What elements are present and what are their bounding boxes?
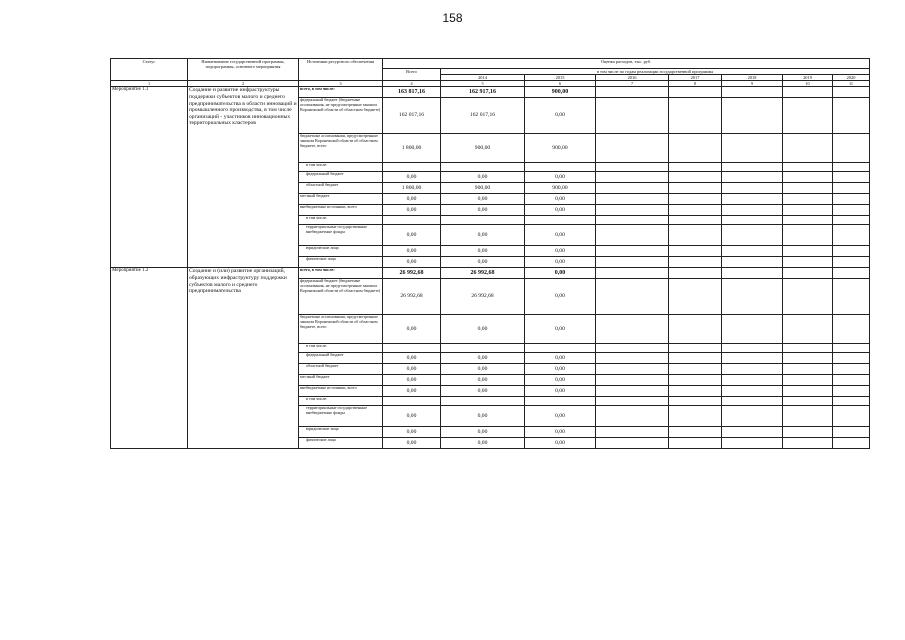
- column-number: 8: [669, 81, 722, 87]
- amount-empty: [722, 194, 783, 205]
- amount-total: 26 992,68: [383, 279, 441, 315]
- funding-source: юридические лица: [299, 246, 383, 257]
- amount-empty: [722, 386, 783, 397]
- amount-empty: [669, 279, 722, 315]
- funding-source: территориальные государственные внебюджетные фонды: [299, 406, 383, 427]
- amount-empty: [596, 438, 669, 449]
- amount-empty: [833, 87, 870, 98]
- amount-total: 0,00: [383, 375, 441, 386]
- header-program-name: Наименование государственной программы, подпрограммы, основного мероприятия: [188, 59, 299, 81]
- amount-empty: [722, 98, 783, 134]
- funding-source: внебюджетные источники, всего: [299, 205, 383, 216]
- amount-2015: [525, 216, 596, 225]
- amount-2015: 0,00: [525, 279, 596, 315]
- amount-empty: [722, 172, 783, 183]
- amount-empty: [783, 364, 833, 375]
- column-number: 10: [783, 81, 833, 87]
- activity-status: Мероприятие 1.2: [111, 268, 188, 449]
- amount-empty: [783, 375, 833, 386]
- funding-source: в том числе:: [299, 344, 383, 353]
- amount-empty: [722, 279, 783, 315]
- amount-total: 0,00: [383, 427, 441, 438]
- column-number: 3: [299, 81, 383, 87]
- activity-name: Создание и (или) развитие организаций, образующих инфраструктуру поддержки субъектов малого и среднего предпринимательства: [188, 268, 299, 449]
- amount-total: [383, 163, 441, 172]
- amount-empty: [669, 163, 722, 172]
- amount-empty: [596, 246, 669, 257]
- header-estimate: Оценка расходов, тыс. руб.: [383, 59, 870, 69]
- amount-empty: [596, 344, 669, 353]
- amount-2014: 0,00: [441, 315, 525, 344]
- amount-empty: [722, 257, 783, 268]
- amount-empty: [596, 268, 669, 279]
- amount-empty: [596, 375, 669, 386]
- amount-empty: [596, 194, 669, 205]
- amount-empty: [783, 98, 833, 134]
- amount-empty: [833, 163, 870, 172]
- amount-2014: 0,00: [441, 257, 525, 268]
- funding-source: местный бюджет: [299, 194, 383, 205]
- amount-empty: [669, 87, 722, 98]
- amount-empty: [833, 397, 870, 406]
- amount-empty: [722, 205, 783, 216]
- amount-empty: [596, 279, 669, 315]
- amount-2014: 0,00: [441, 194, 525, 205]
- amount-empty: [596, 87, 669, 98]
- funding-source: федеральный бюджет: [299, 353, 383, 364]
- column-number: 2: [188, 81, 299, 87]
- amount-empty: [722, 134, 783, 163]
- funding-source: областной бюджет: [299, 364, 383, 375]
- amount-empty: [669, 216, 722, 225]
- amount-empty: [833, 183, 870, 194]
- amount-empty: [596, 163, 669, 172]
- amount-empty: [833, 194, 870, 205]
- budget-table: [110, 58, 870, 449]
- funding-source: в том числе:: [299, 397, 383, 406]
- amount-2015: [525, 163, 596, 172]
- amount-2014: 0,00: [441, 406, 525, 427]
- amount-empty: [669, 364, 722, 375]
- amount-empty: [669, 375, 722, 386]
- amount-empty: [833, 427, 870, 438]
- amount-empty: [783, 225, 833, 246]
- amount-empty: [783, 194, 833, 205]
- header-status: Статус: [111, 59, 188, 81]
- amount-total: [383, 216, 441, 225]
- amount-empty: [596, 315, 669, 344]
- amount-empty: [783, 344, 833, 353]
- amount-empty: [833, 98, 870, 134]
- amount-empty: [783, 406, 833, 427]
- funding-source: всего, в том числе:: [299, 268, 383, 279]
- header-sources: Источники ресурсного обеспечения: [299, 59, 383, 81]
- amount-empty: [669, 98, 722, 134]
- amount-total: 163 817,16: [383, 87, 441, 98]
- amount-2014: [441, 216, 525, 225]
- amount-empty: [669, 268, 722, 279]
- amount-total: 0,00: [383, 353, 441, 364]
- amount-empty: [722, 315, 783, 344]
- amount-empty: [669, 183, 722, 194]
- amount-empty: [833, 279, 870, 315]
- amount-empty: [833, 257, 870, 268]
- amount-total: 1 800,00: [383, 183, 441, 194]
- header-year: 2016: [596, 75, 669, 81]
- amount-2015: 0,00: [525, 406, 596, 427]
- amount-empty: [783, 216, 833, 225]
- amount-empty: [783, 183, 833, 194]
- column-number: 6: [525, 81, 596, 87]
- header-year: 2014: [441, 75, 525, 81]
- column-number: 4: [383, 81, 441, 87]
- amount-empty: [669, 427, 722, 438]
- amount-empty: [783, 163, 833, 172]
- amount-empty: [596, 172, 669, 183]
- funding-source: юридические лица: [299, 427, 383, 438]
- header-breakdown: в том числе по годам реализации государственной программы: [441, 69, 870, 75]
- table-row: [111, 268, 870, 279]
- amount-total: 162 017,16: [383, 98, 441, 134]
- amount-empty: [722, 163, 783, 172]
- funding-source: местный бюджет: [299, 375, 383, 386]
- amount-2014: 0,00: [441, 364, 525, 375]
- amount-empty: [722, 344, 783, 353]
- amount-empty: [596, 406, 669, 427]
- amount-empty: [783, 205, 833, 216]
- amount-empty: [833, 375, 870, 386]
- amount-total: 0,00: [383, 257, 441, 268]
- header-total: Всего: [383, 69, 441, 81]
- column-number: 1: [111, 81, 188, 87]
- amount-2014: 0,00: [441, 246, 525, 257]
- amount-2015: 0,00: [525, 225, 596, 246]
- activity-name: Создание и развитие инфраструктуры поддержки субъектов малого и среднего предпринимательства в области инноваций и промышленного производства, в том числе организаций - участников инновационных территориальных кластеров: [188, 87, 299, 268]
- funding-source: в том числе:: [299, 163, 383, 172]
- amount-empty: [783, 268, 833, 279]
- amount-empty: [596, 353, 669, 364]
- amount-total: 0,00: [383, 315, 441, 344]
- amount-2014: 0,00: [441, 353, 525, 364]
- amount-empty: [722, 375, 783, 386]
- amount-empty: [722, 87, 783, 98]
- amount-empty: [596, 134, 669, 163]
- amount-empty: [783, 246, 833, 257]
- amount-2014: 26 992,68: [441, 268, 525, 279]
- amount-2015: 0,00: [525, 438, 596, 449]
- amount-total: 0,00: [383, 194, 441, 205]
- amount-empty: [833, 268, 870, 279]
- amount-2015: 0,00: [525, 246, 596, 257]
- amount-total: 1 800,00: [383, 134, 441, 163]
- page-number: 158: [442, 11, 463, 25]
- amount-2014: 0,00: [441, 172, 525, 183]
- amount-2015: [525, 397, 596, 406]
- amount-2015: 0,00: [525, 172, 596, 183]
- amount-empty: [669, 172, 722, 183]
- amount-empty: [669, 438, 722, 449]
- funding-source: федеральный бюджет (бюджетные ассигнования, не предусмотренные законом Воронежской области об областном бюджете): [299, 98, 383, 134]
- funding-source: внебюджетные источники, всего: [299, 386, 383, 397]
- header-year: 2018: [722, 75, 783, 81]
- column-number: 5: [441, 81, 525, 87]
- amount-2015: 0,00: [525, 364, 596, 375]
- amount-empty: [722, 225, 783, 246]
- table-row: [111, 87, 870, 98]
- amount-2014: 0,00: [441, 438, 525, 449]
- amount-2015: 0,00: [525, 353, 596, 364]
- amount-empty: [596, 216, 669, 225]
- header-year: 2017: [669, 75, 722, 81]
- amount-empty: [722, 183, 783, 194]
- amount-empty: [833, 225, 870, 246]
- amount-total: 0,00: [383, 172, 441, 183]
- amount-total: 0,00: [383, 438, 441, 449]
- amount-empty: [783, 134, 833, 163]
- header-year: 2019: [783, 75, 833, 81]
- amount-2014: 0,00: [441, 386, 525, 397]
- funding-source: в том числе:: [299, 216, 383, 225]
- amount-2014: 900,00: [441, 134, 525, 163]
- amount-empty: [783, 438, 833, 449]
- amount-empty: [596, 98, 669, 134]
- amount-empty: [722, 268, 783, 279]
- amount-empty: [722, 246, 783, 257]
- amount-empty: [833, 386, 870, 397]
- amount-total: [383, 397, 441, 406]
- amount-2015: 0,00: [525, 98, 596, 134]
- amount-empty: [669, 205, 722, 216]
- amount-empty: [722, 353, 783, 364]
- amount-2014: [441, 344, 525, 353]
- amount-empty: [722, 364, 783, 375]
- funding-source: всего, в том числе:: [299, 87, 383, 98]
- amount-empty: [722, 406, 783, 427]
- amount-total: 26 992,68: [383, 268, 441, 279]
- amount-empty: [783, 353, 833, 364]
- funding-source: областной бюджет: [299, 183, 383, 194]
- amount-empty: [596, 257, 669, 268]
- amount-2015: 900,00: [525, 134, 596, 163]
- amount-2015: 0,00: [525, 257, 596, 268]
- amount-empty: [783, 87, 833, 98]
- amount-2015: [525, 344, 596, 353]
- amount-2014: 900,00: [441, 183, 525, 194]
- amount-empty: [596, 225, 669, 246]
- funding-source: федеральный бюджет (бюджетные ассигнования, не предусмотренные законом Воронежской области об областном бюджете): [299, 279, 383, 315]
- funding-source: территориальные государственные внебюджетные фонды: [299, 225, 383, 246]
- amount-empty: [669, 344, 722, 353]
- amount-empty: [833, 406, 870, 427]
- amount-empty: [833, 246, 870, 257]
- amount-total: 0,00: [383, 205, 441, 216]
- amount-2015: 0,00: [525, 268, 596, 279]
- amount-2014: 162 017,16: [441, 98, 525, 134]
- amount-2014: 0,00: [441, 427, 525, 438]
- amount-empty: [833, 344, 870, 353]
- column-number: 7: [596, 81, 669, 87]
- amount-empty: [783, 279, 833, 315]
- amount-empty: [669, 353, 722, 364]
- amount-empty: [722, 438, 783, 449]
- amount-2014: 0,00: [441, 375, 525, 386]
- amount-total: 0,00: [383, 246, 441, 257]
- amount-total: 0,00: [383, 406, 441, 427]
- amount-empty: [783, 172, 833, 183]
- amount-2015: 900,00: [525, 87, 596, 98]
- amount-empty: [669, 225, 722, 246]
- amount-empty: [783, 386, 833, 397]
- amount-empty: [669, 194, 722, 205]
- amount-empty: [596, 386, 669, 397]
- column-number: 11: [833, 81, 870, 87]
- amount-empty: [596, 183, 669, 194]
- amount-empty: [669, 257, 722, 268]
- amount-empty: [669, 406, 722, 427]
- column-number: 9: [722, 81, 783, 87]
- funding-source: бюджетные ассигнования, предусмотренные законом Воронежской области об областном бюджете, всего: [299, 134, 383, 163]
- amount-empty: [833, 205, 870, 216]
- amount-empty: [669, 315, 722, 344]
- amount-total: 0,00: [383, 364, 441, 375]
- funding-source: бюджетные ассигнования, предусмотренные законом Воронежской области об областном бюджете, всего: [299, 315, 383, 344]
- amount-total: [383, 344, 441, 353]
- amount-empty: [833, 438, 870, 449]
- amount-empty: [833, 172, 870, 183]
- amount-empty: [669, 246, 722, 257]
- amount-empty: [833, 353, 870, 364]
- amount-total: 0,00: [383, 225, 441, 246]
- header-year: 2020: [833, 75, 870, 81]
- amount-2014: [441, 397, 525, 406]
- funding-source: физические лица: [299, 438, 383, 449]
- amount-empty: [669, 386, 722, 397]
- amount-empty: [596, 205, 669, 216]
- amount-empty: [596, 364, 669, 375]
- amount-2014: [441, 163, 525, 172]
- header-row: [111, 59, 870, 69]
- amount-empty: [596, 427, 669, 438]
- amount-2015: 0,00: [525, 194, 596, 205]
- amount-empty: [722, 216, 783, 225]
- amount-empty: [833, 364, 870, 375]
- amount-2015: 0,00: [525, 315, 596, 344]
- amount-empty: [669, 397, 722, 406]
- amount-2014: 26 992,68: [441, 279, 525, 315]
- amount-total: 0,00: [383, 386, 441, 397]
- amount-empty: [722, 427, 783, 438]
- amount-empty: [783, 427, 833, 438]
- amount-2015: 0,00: [525, 386, 596, 397]
- amount-empty: [596, 397, 669, 406]
- amount-empty: [783, 397, 833, 406]
- amount-2015: 900,00: [525, 183, 596, 194]
- activity-status: Мероприятие 1.1: [111, 87, 188, 268]
- amount-2015: 0,00: [525, 375, 596, 386]
- amount-empty: [833, 134, 870, 163]
- amount-2015: 0,00: [525, 427, 596, 438]
- amount-2014: 0,00: [441, 225, 525, 246]
- amount-2015: 0,00: [525, 205, 596, 216]
- amount-empty: [833, 315, 870, 344]
- funding-source: федеральный бюджет: [299, 172, 383, 183]
- amount-empty: [783, 315, 833, 344]
- header-year: 2015: [525, 75, 596, 81]
- amount-empty: [833, 216, 870, 225]
- amount-empty: [722, 397, 783, 406]
- funding-source: физические лица: [299, 257, 383, 268]
- amount-2014: 0,00: [441, 205, 525, 216]
- amount-empty: [669, 134, 722, 163]
- amount-2014: 162 917,16: [441, 87, 525, 98]
- amount-empty: [783, 257, 833, 268]
